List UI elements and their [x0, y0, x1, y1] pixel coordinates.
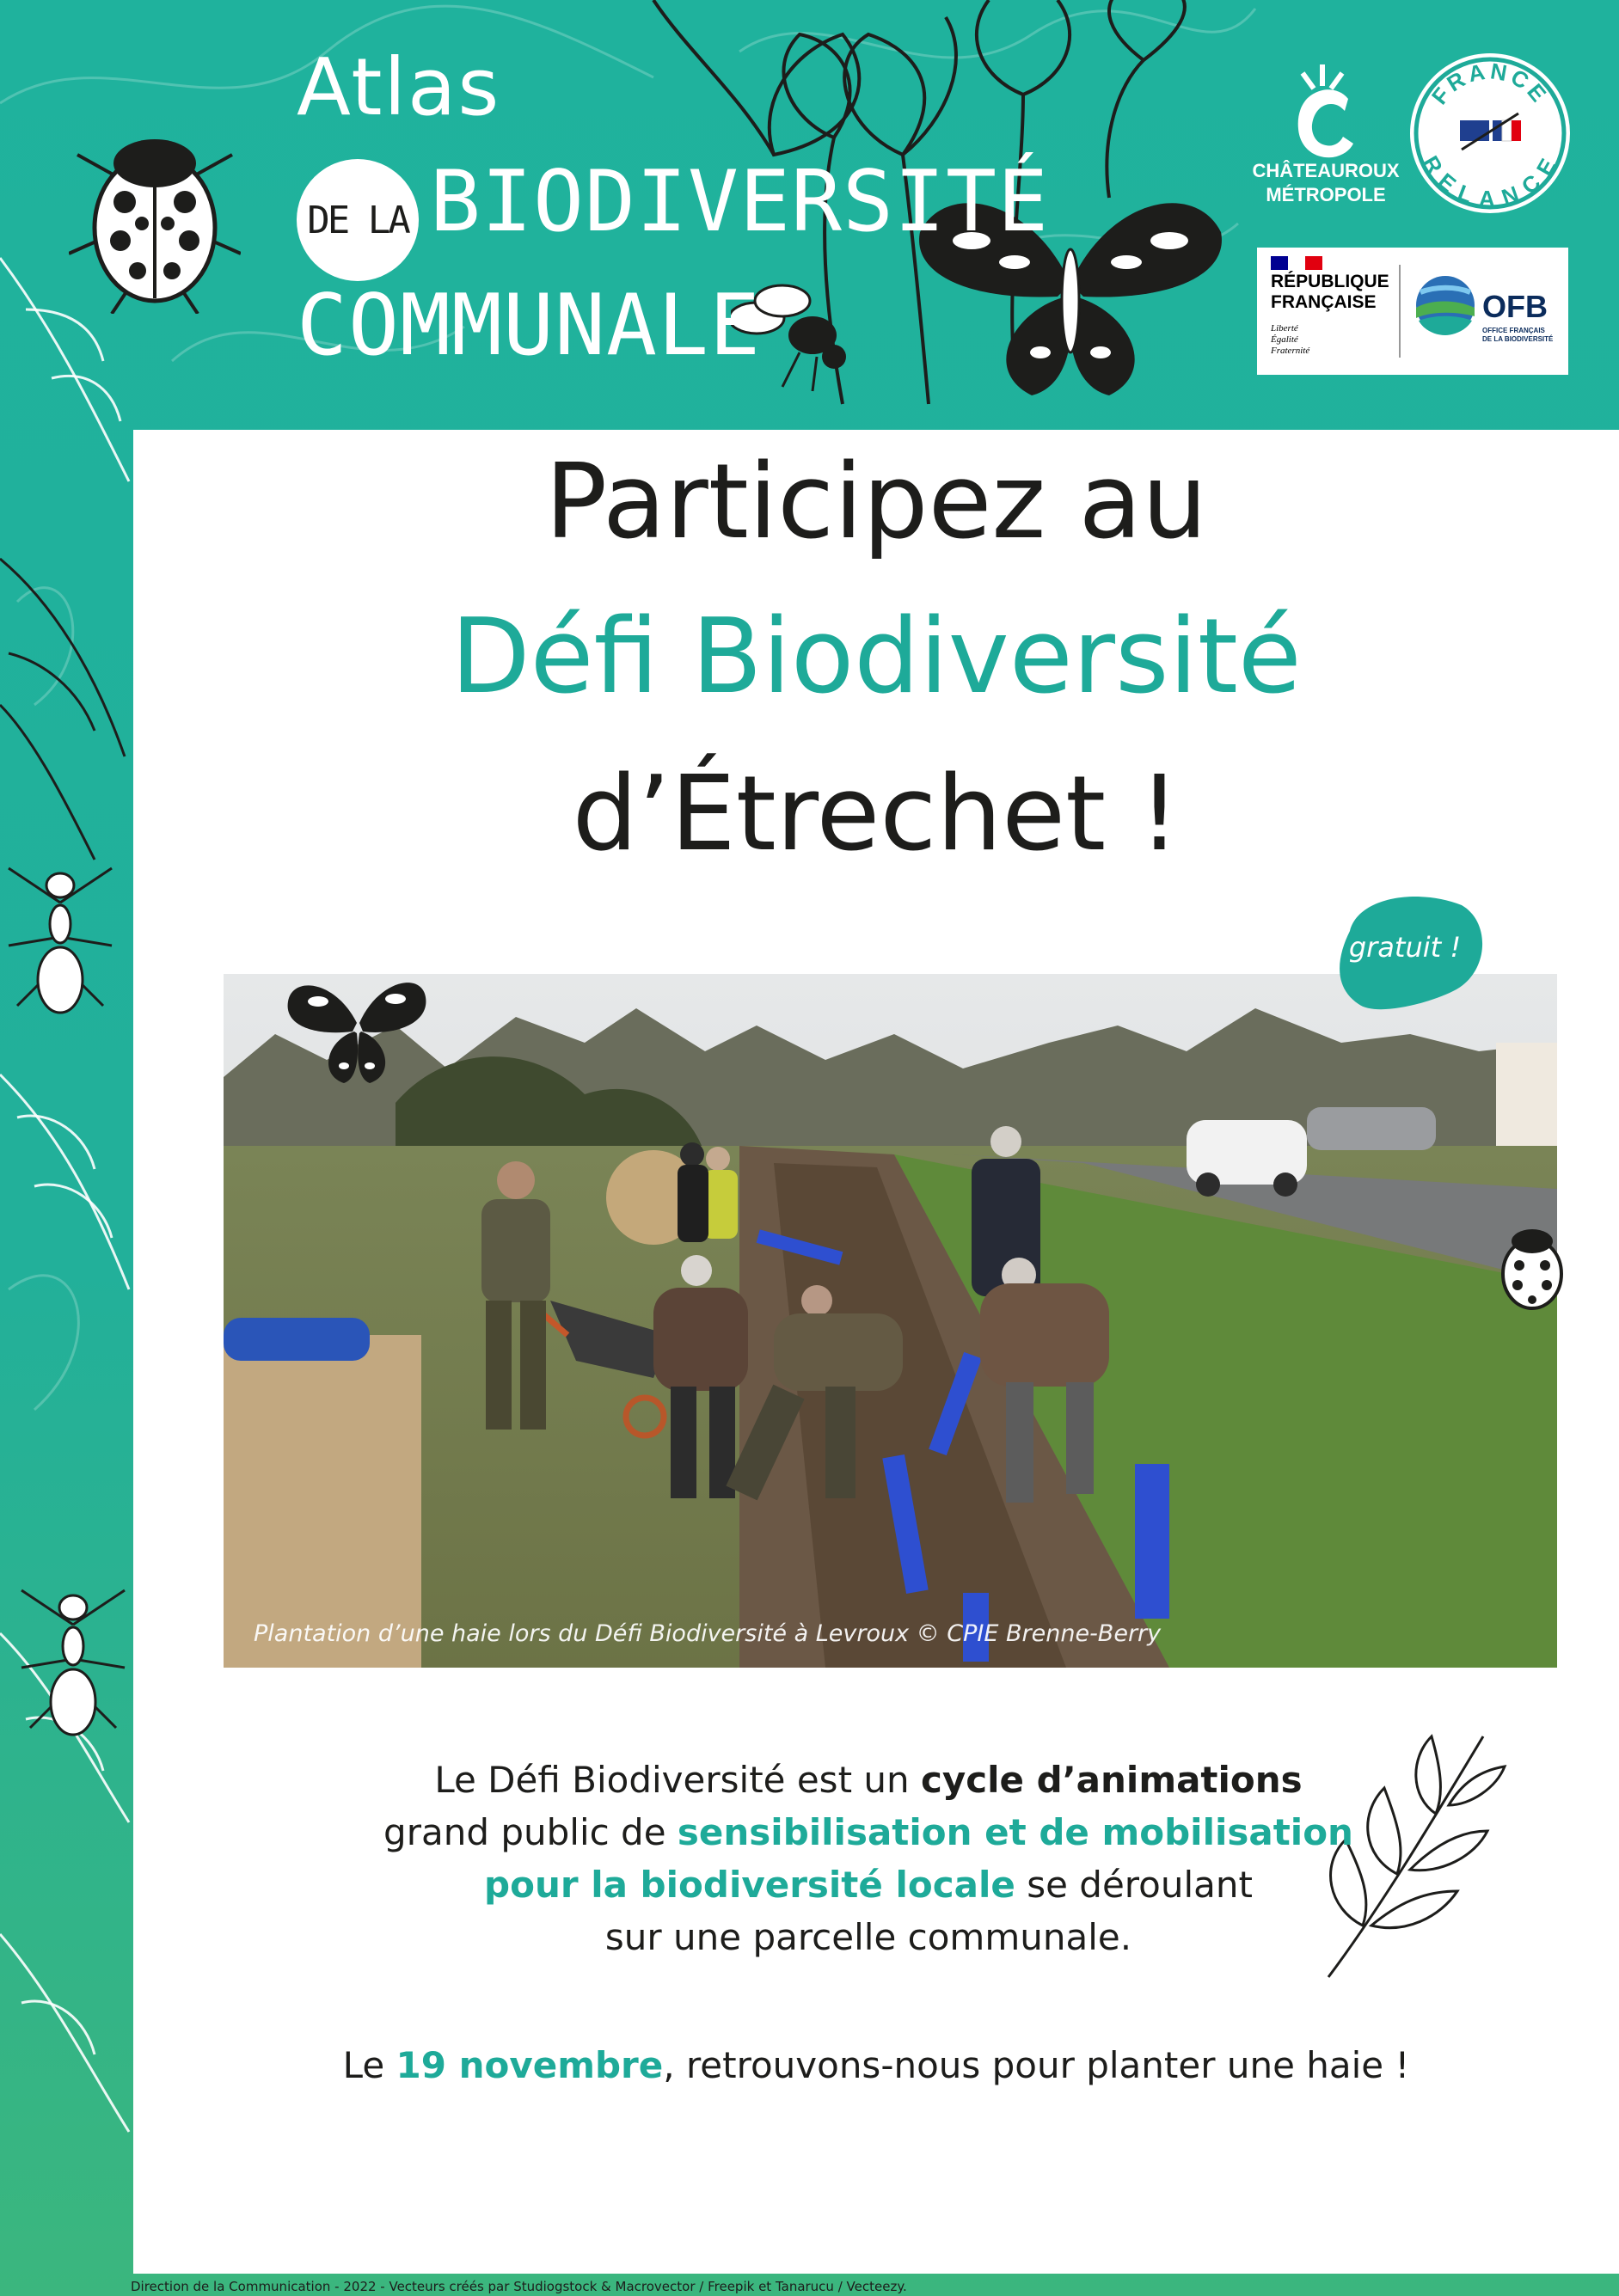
ofb-globe-icon	[1414, 273, 1478, 338]
svg-text:RELANCE: RELANCE	[1417, 150, 1563, 212]
republique-label: RÉPUBLIQUE	[1271, 272, 1389, 291]
small-butterfly-illustration	[284, 963, 430, 1087]
para-highlight-2: pour la biodiversité locale	[484, 1864, 1015, 1906]
svg-text:FRANCE: FRANCE	[1426, 58, 1554, 110]
ofb-sub-2: DE LA BIODIVERSITÉ	[1482, 335, 1554, 343]
small-ladybug-illustration	[1492, 1221, 1573, 1315]
france-relance-icon	[1410, 53, 1570, 213]
communale-title: COMMUNALE	[297, 277, 762, 375]
government-logos-box	[1257, 248, 1568, 375]
france-relance-logo	[1410, 53, 1570, 213]
date-pre: Le	[342, 2044, 396, 2086]
devise-liberte: Liberté	[1271, 323, 1298, 334]
chateauroux-label: CHÂTEAUROUX	[1252, 160, 1400, 181]
title-line-1: Participez au	[544, 443, 1208, 562]
logo-separator	[1399, 265, 1401, 358]
devise-egalite: Égalité	[1271, 334, 1298, 345]
photo-caption: Plantation d’une haie lors du Défi Biodiversité à Levroux © CPIE Brenne-Berry	[254, 1620, 1162, 1647]
ofb-label: OFB	[1482, 289, 1548, 324]
marianne-flag-icon	[1271, 256, 1322, 270]
metropole-label: MÉTROPOLE	[1266, 184, 1386, 205]
event-date: 19 novembre	[396, 2044, 664, 2086]
atlas-title: Atlas	[297, 41, 501, 133]
title-line-3: d’Étrechet !	[572, 755, 1181, 874]
ladybug-illustration	[69, 116, 241, 314]
ant-illustration	[13, 1573, 133, 1745]
de-la-label: DE LA	[307, 198, 408, 242]
ant-illustration	[0, 851, 120, 1023]
biodiversite-title: BIODIVERSITÉ	[430, 153, 1050, 251]
para-bold-1: cycle d’animations	[920, 1759, 1303, 1801]
para-highlight-1: sensibilisation et de mobilisation	[677, 1811, 1353, 1853]
title-line-2: Défi Biodiversité	[451, 597, 1302, 717]
description-paragraph	[327, 1754, 1410, 1963]
credits-footer: Direction de la Communication - 2022 - Vecteurs créés par Studiogstock & Macrovector / Freepik et Tanarucu / Vecteezy.	[131, 2279, 907, 2294]
de-la-badge	[297, 159, 419, 281]
ofb-sub-1: OFFICE FRANÇAIS	[1482, 327, 1545, 334]
para-line-2: grand public de	[383, 1811, 678, 1853]
republique-francaise-label	[1271, 272, 1389, 313]
para-line-1: Le Défi Biodiversité est un	[434, 1759, 921, 1801]
gratuit-badge: gratuit !	[1348, 931, 1462, 964]
date-post: , retrouvons-nous pour planter une haie !	[663, 2044, 1410, 2086]
devise	[1271, 323, 1309, 357]
chateauroux-logo-text	[1248, 159, 1403, 207]
ofb-subtitle	[1482, 327, 1564, 344]
para-line-4: sur une parcelle communale.	[604, 1916, 1132, 1958]
devise-fraternite: Fraternité	[1271, 346, 1310, 356]
para-line-3: se déroulant	[1015, 1864, 1253, 1906]
date-line	[133, 2044, 1619, 2086]
francaise-label: FRANÇAISE	[1271, 292, 1377, 312]
